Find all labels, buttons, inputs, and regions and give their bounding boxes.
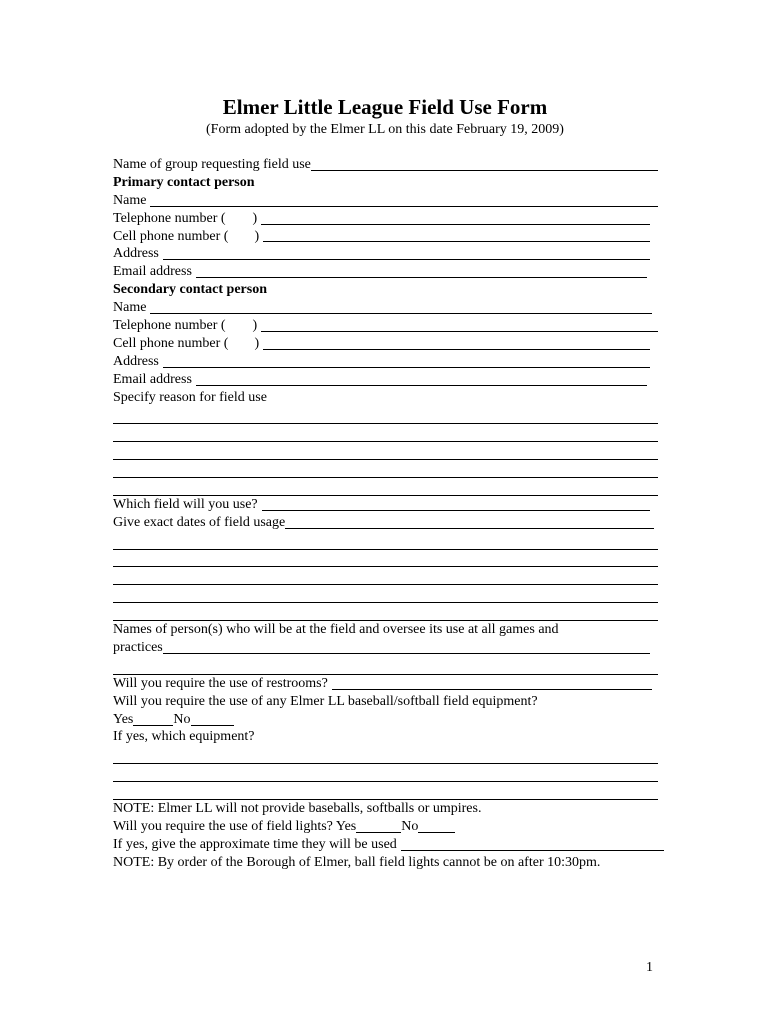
form-body xyxy=(113,156,658,872)
lights-no-field[interactable] xyxy=(418,819,455,833)
equipment-no-label: No xyxy=(173,711,191,727)
overseers-row-1 xyxy=(113,621,658,639)
reason-label: Specify reason for field use xyxy=(113,389,267,405)
equipment-line-1[interactable] xyxy=(113,746,658,764)
lights-row xyxy=(113,818,658,836)
lights-time-field[interactable] xyxy=(401,837,664,851)
primary-telephone-row xyxy=(113,210,658,228)
primary-cell-paren: ) xyxy=(254,228,260,244)
secondary-name-field[interactable] xyxy=(150,300,652,314)
which-field-field[interactable] xyxy=(262,497,650,511)
which-equipment-label: If yes, which equipment? xyxy=(113,729,255,745)
primary-address-row xyxy=(113,245,658,263)
secondary-cell-row xyxy=(113,335,658,353)
dates-label: Give exact dates of field usage xyxy=(113,514,286,530)
page-number: 1 xyxy=(646,960,653,975)
restrooms-row xyxy=(113,675,658,693)
primary-telephone-paren: ) xyxy=(252,210,258,226)
restrooms-label: Will you require the use of restrooms? xyxy=(113,675,328,691)
primary-cell-row xyxy=(113,228,658,246)
secondary-address-field[interactable] xyxy=(163,354,650,368)
overseers-label-line1: Names of person(s) who will be at the field and oversee its use at all games and xyxy=(113,622,559,638)
which-field-label: Which field will you use? xyxy=(113,496,258,512)
secondary-cell-paren: ) xyxy=(254,335,260,351)
which-field-row xyxy=(113,496,658,514)
reason-line-1[interactable] xyxy=(113,406,658,424)
equipment-no-field[interactable] xyxy=(191,712,234,726)
note1-row xyxy=(113,800,658,818)
equipment-label: Will you require the use of any Elmer LL baseball/softball field equipment? xyxy=(113,693,538,709)
equipment-line-3[interactable] xyxy=(113,782,658,800)
dates-line-2[interactable] xyxy=(113,550,658,568)
primary-email-row xyxy=(113,263,658,281)
note-balls-umpires: NOTE: Elmer LL will not provide baseballs, softballs or umpires. xyxy=(113,801,482,817)
secondary-telephone-paren: ) xyxy=(252,318,258,333)
secondary-telephone-label: Telephone number ( xyxy=(113,318,226,333)
primary-name-label: Name xyxy=(113,192,147,208)
primary-contact-heading: Primary contact person xyxy=(113,174,255,190)
dates-line-5[interactable] xyxy=(113,603,658,621)
primary-address-label: Address xyxy=(113,246,159,262)
primary-email-field[interactable] xyxy=(196,264,647,278)
secondary-email-field[interactable] xyxy=(196,372,647,386)
overseers-label-line2: practices xyxy=(113,640,163,656)
secondary-name-label: Name xyxy=(113,300,147,316)
lights-yes-field[interactable] xyxy=(356,819,401,833)
secondary-address-row xyxy=(113,353,658,371)
lights-time-label: If yes, give the approximate time they will be used xyxy=(113,836,397,852)
primary-telephone-field[interactable] xyxy=(261,211,650,225)
secondary-address-label: Address xyxy=(113,353,159,369)
reason-line-4[interactable] xyxy=(113,460,658,478)
equipment-line-2[interactable] xyxy=(113,764,658,782)
equipment-row xyxy=(113,693,658,711)
secondary-contact-heading: Secondary contact person xyxy=(113,282,267,298)
overseers-field[interactable] xyxy=(163,640,650,654)
primary-name-field[interactable] xyxy=(150,193,658,207)
restrooms-field[interactable] xyxy=(332,676,652,690)
group-name-field[interactable] xyxy=(311,157,658,171)
reason-row xyxy=(113,389,658,407)
overseers-row-2 xyxy=(113,639,658,657)
group-name-label: Name of group requesting field use xyxy=(113,156,311,172)
secondary-name-row xyxy=(113,299,658,317)
primary-cell-label: Cell phone number ( xyxy=(113,228,229,244)
lights-label: Will you require the use of field lights? Yes xyxy=(113,818,357,834)
note2-row xyxy=(113,854,658,872)
secondary-cell-field[interactable] xyxy=(263,336,650,350)
overseers-line-extra[interactable] xyxy=(113,657,658,675)
form-subtitle: (Form adopted by the Elmer LL on this date February 19, 2009) xyxy=(206,122,564,137)
primary-address-field[interactable] xyxy=(163,246,650,260)
primary-telephone-label: Telephone number ( xyxy=(113,210,226,226)
dates-line-4[interactable] xyxy=(113,585,658,603)
equipment-yes-no-row xyxy=(113,711,658,729)
group-name-row xyxy=(113,156,658,174)
secondary-cell-label: Cell phone number ( xyxy=(113,335,229,351)
reason-line-3[interactable] xyxy=(113,442,658,460)
secondary-contact-heading-row xyxy=(113,281,658,299)
secondary-email-row xyxy=(113,371,658,389)
dates-row xyxy=(113,514,658,532)
dates-field[interactable] xyxy=(285,515,654,529)
lights-no-label: No xyxy=(401,818,419,834)
dates-line-3[interactable] xyxy=(113,567,658,585)
form-title: Elmer Little League Field Use Form xyxy=(222,95,548,119)
which-equipment-row xyxy=(113,729,658,747)
equipment-yes-label: Yes xyxy=(113,711,134,727)
equipment-yes-field[interactable] xyxy=(133,712,173,726)
secondary-email-label: Email address xyxy=(113,371,192,387)
primary-email-label: Email address xyxy=(113,264,192,280)
dates-line-1[interactable] xyxy=(113,532,658,550)
lights-time-row xyxy=(113,836,658,854)
secondary-telephone-row xyxy=(113,317,658,335)
note-lights-curfew: NOTE: By order of the Borough of Elmer, ball field lights cannot be on after 10:30pm. xyxy=(113,854,601,870)
secondary-telephone-field[interactable] xyxy=(261,318,658,332)
reason-line-5[interactable] xyxy=(113,478,658,496)
primary-contact-heading-row xyxy=(113,174,658,192)
primary-name-row xyxy=(113,192,658,210)
reason-line-2[interactable] xyxy=(113,424,658,442)
primary-cell-field[interactable] xyxy=(263,228,650,242)
